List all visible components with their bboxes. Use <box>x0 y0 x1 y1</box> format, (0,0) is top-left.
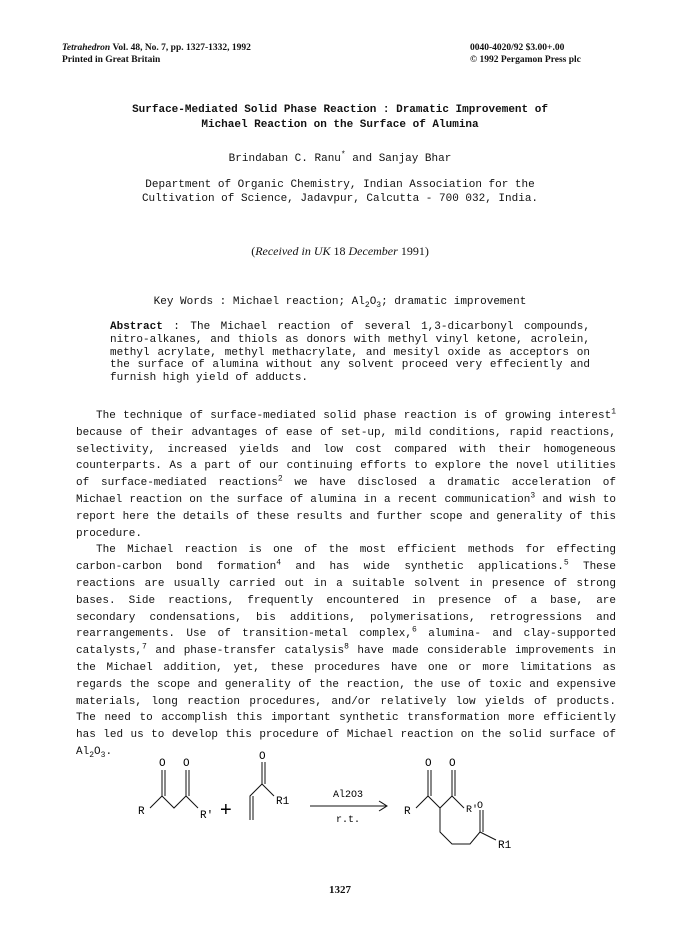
printed-in: Printed in Great Britain <box>62 55 161 65</box>
reference-8: 8 <box>344 642 349 652</box>
reference-2: 2 <box>277 474 283 484</box>
para1-text-1: The technique of surface-mediated solid phase reaction is of growing interest <box>96 410 612 422</box>
received-date <box>60 244 620 259</box>
r1-label-2: R1 <box>498 840 512 852</box>
received-in-uk: Received in UK <box>255 244 331 258</box>
para2-text-6: have made considerable improvements in the Michael addition, yet, these procedures have one or more limitations as regards the scope and generality of the reaction, the use of toxic and expensive materials, long reaction procedures, and/or relatively low yields of products. The need to accomplish this important synthetic transformation more efficiently has led us to develop this procedure of Michael reaction on the solid surface of Al <box>76 645 616 758</box>
para1-text-3: we have disclosed a dramatic acceleration of Michael reaction on the surface of alumina in a recent communication <box>76 477 616 506</box>
plus-sign: + <box>220 799 232 821</box>
keywords-sub-2: 2 <box>364 301 370 311</box>
r-prime-label-2: R' <box>466 805 479 816</box>
reference-3: 3 <box>530 491 536 501</box>
keywords-label: Key Words : Michael reaction; Al <box>153 296 365 308</box>
para2-sub-2: 2 <box>89 751 95 761</box>
oxygen-label-4: O <box>425 758 432 770</box>
para1-text-4: and wish to report here the details of these results and further scope and generality of this procedure. <box>76 493 617 540</box>
para2-text-1: The Michael reaction is one of the most efficient methods for effecting carbon-carbon bond formation <box>76 544 616 574</box>
reference-7: 7 <box>142 642 147 652</box>
journal-citation-line <box>62 42 362 54</box>
para2-end: . <box>105 745 113 758</box>
keywords-rest: ; dramatic improvement <box>381 296 527 308</box>
condition-label: r.t. <box>335 815 361 826</box>
affiliation <box>60 178 620 206</box>
paragraph-1 <box>76 408 616 542</box>
oxygen-label-3: O <box>259 751 266 763</box>
received-year: 1991) <box>397 244 429 258</box>
journal-header <box>62 42 362 66</box>
author-2: and Sanjay Bhar <box>345 153 452 165</box>
reaction-scheme <box>120 748 560 858</box>
reference-1: 1 <box>611 407 616 417</box>
reagent-label: Al2O3 <box>332 790 364 801</box>
r1-label-1: R1 <box>276 796 290 808</box>
para2-oxygen: O <box>94 745 101 758</box>
affiliation-line-1: Department of Organic Chemistry, Indian Association for the <box>145 179 535 191</box>
publisher-header <box>470 42 640 66</box>
journal-citation: Vol. 48, No. 7, pp. 1327-1332, 1992 <box>112 43 251 53</box>
authors <box>60 150 620 165</box>
r-label-1: R <box>138 806 145 818</box>
oxygen-label-6: O <box>477 801 484 812</box>
page-number: 1327 <box>329 884 351 896</box>
keywords <box>60 296 620 311</box>
copyright: © 1992 Pergamon Press plc <box>470 55 581 65</box>
received-month: December <box>348 244 398 258</box>
para2-text-3: These reactions are usually carried out in a suitable solvent in presence of strong bases. Side reactions, frequently encountered in presence of a base, are secondary condensations, bis additions, polymerisations, retrogressions and rearrangements. Use of transition-metal complex, <box>76 561 616 641</box>
corresponding-author-marker: * <box>340 150 346 160</box>
para1-text-2: because of their advantages of ease of set-up, mild conditions, rapid reactions, selectivity, increased yields and low cost compared with their homogeneous counterparts. As a part of our continuing efforts to explore the novel utilities of surface-mediated reactions <box>76 426 616 490</box>
dicarbonyl-structure <box>150 770 198 808</box>
para2-text-2: and has wide synthetic applications. <box>281 561 564 574</box>
oxygen-label-5: O <box>449 758 456 770</box>
product-structure <box>416 770 496 844</box>
dicarbonyl-chain <box>150 796 198 808</box>
received-day: 18 <box>330 244 349 258</box>
journal-name: Tetrahedron <box>62 43 111 53</box>
body-text <box>76 408 616 761</box>
oxygen-label-1: O <box>159 758 166 770</box>
abstract-text: : The Michael reaction of several 1,3-dicarbonyl compounds, nitro-alkanes, and thiols as donors with methyl vinyl ketone, acrolein, methyl acrylate, methyl methacrylate, and mesityl oxide as acceptors on the surface of alumina without any solvent proceed very effeciently and furnish high yield of adducts. <box>110 321 590 385</box>
abstract <box>110 321 590 385</box>
oxygen-label-2: O <box>183 758 190 770</box>
received-prefix: ( <box>251 244 256 258</box>
keywords-sub-3: 3 <box>376 301 382 311</box>
author-1: Brindaban C. Ranu <box>228 153 341 165</box>
para2-sub-3: 3 <box>100 751 106 761</box>
title-line-2: Michael Reaction on the Surface of Alumina <box>201 119 479 131</box>
r-label-2: R <box>404 806 411 818</box>
reference-6: 6 <box>412 625 417 635</box>
reference-4: 4 <box>276 558 282 568</box>
enone-structure <box>250 762 274 820</box>
keywords-oxygen: O <box>369 296 377 308</box>
title-line-1: Surface-Mediated Solid Phase Reaction : Dramatic Improvement of <box>132 104 548 116</box>
reference-5: 5 <box>563 558 569 568</box>
para2-text-4: alumina- and clay-supported catalysts, <box>76 628 616 658</box>
issn-price: 0040-4020/92 $3.00+.00 <box>470 43 565 53</box>
r-prime-label-1: R' <box>200 810 214 822</box>
abstract-label: Abstract <box>110 321 163 333</box>
affiliation-line-2: Cultivation of Science, Jadavpur, Calcutta - 700 032, India. <box>141 193 539 205</box>
para2-text-5: and phase-transfer catalysis <box>146 645 345 658</box>
paragraph-2 <box>76 542 616 760</box>
paper-title <box>60 103 620 133</box>
